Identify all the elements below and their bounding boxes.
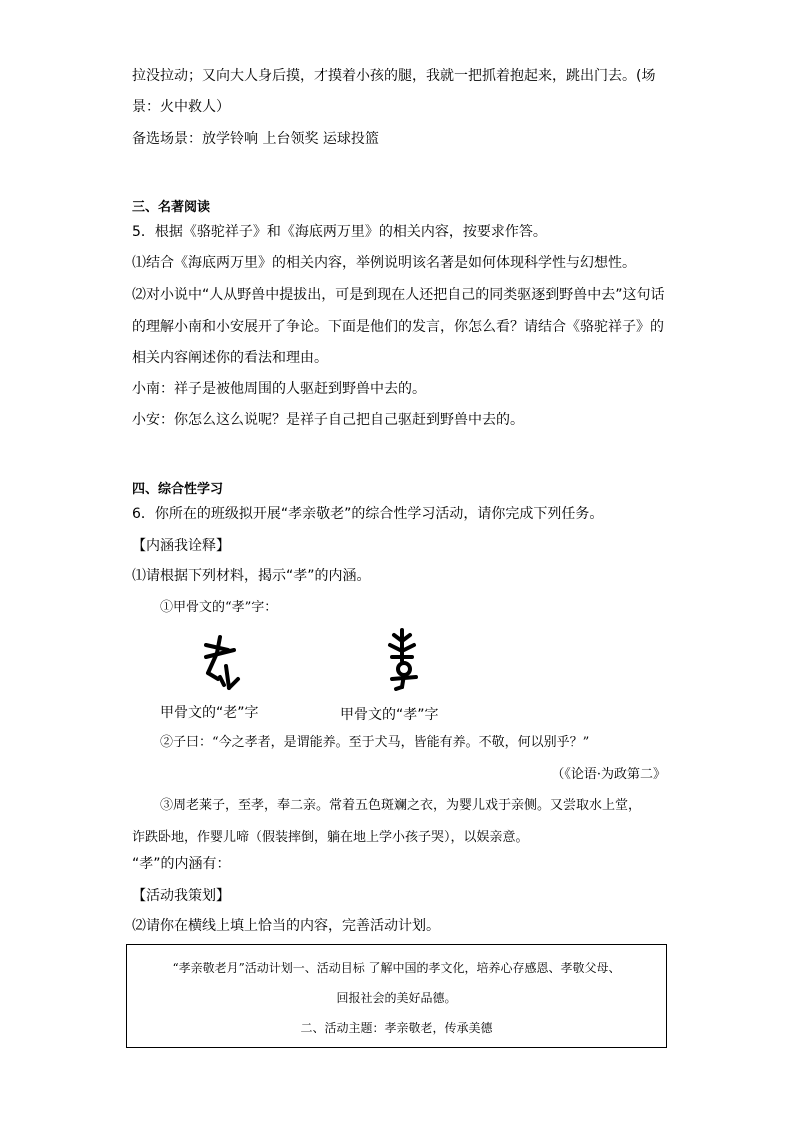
question-6-part-2: ⑵请你在横线上填上恰当的内容，完善活动计划。 bbox=[132, 918, 440, 934]
scene-text-line-1: 拉没拉动；又向大人身后摸，才摸着小孩的腿，我就一把抓着抱起来，跳出门去。(场 bbox=[132, 68, 656, 84]
scene-text-line-2: 景：火中救人） bbox=[132, 99, 230, 115]
caption-xiao: 甲骨文的“孝”字 bbox=[340, 707, 439, 723]
question-6-stem: 6．你所在的班级拟开展“孝亲敬老”的综合性学习活动，请你完成下列任务。 bbox=[132, 506, 604, 522]
material-3-line-1: ③周老莱子，至孝，奉二亲。常着五色斑斓之衣，为婴儿戏于亲侧。又尝取水上堂， bbox=[160, 798, 642, 813]
activity-plan-box bbox=[126, 944, 667, 1048]
material-2-source: （《论语·为政第二》 bbox=[551, 767, 666, 782]
question-5-part-2-line-3: 相关内容阐述你的看法和理由。 bbox=[132, 350, 328, 366]
question-5-part-1: ⑴结合《海底两万里》的相关内容，举例说明该名著是如何体现科学性与幻想性。 bbox=[132, 255, 636, 271]
alternative-scenes: 备选场景：放学铃响 上台领奖 运球投篮 bbox=[132, 131, 379, 147]
xiaoan-statement: 小安：你怎么这么说呢？是祥子自己把自己驱赶到野兽中去的。 bbox=[132, 412, 524, 428]
material-3-line-2: 诈跌卧地，作婴儿啼（假装摔倒，躺在地上学小孩子哭），以娱亲意。 bbox=[132, 830, 529, 845]
xiaonan-statement: 小南：祥子是被他周围的人驱赶到野兽中去的。 bbox=[132, 381, 426, 397]
plan-line-3: 二、活动主题：孝亲敬老，传承美德 bbox=[300, 1021, 493, 1035]
oracle-lao-icon bbox=[198, 633, 242, 695]
question-5-part-2-line-1: ⑵对小说中“人从野兽中提拔出，可是到现在人还把自己的同类驱逐到野兽中去”这句话 bbox=[132, 287, 665, 303]
plan-line-1: “孝亲敬老月”活动计划一、活动目标 了解中国的孝文化，培养心存感恩、孝敬父母、 bbox=[172, 961, 621, 975]
question-5-part-2-line-2: 的理解小南和小安展开了争论。下面是他们的发言，你怎么看？请结合《骆驼祥子》的 bbox=[132, 319, 664, 335]
caption-lao: 甲骨文的“老”字 bbox=[160, 705, 259, 721]
xiao-meaning-prompt: “孝”的内涵有： bbox=[132, 856, 231, 872]
task-1-tag: 【内涵我诠释】 bbox=[132, 538, 230, 554]
material-2-quote: ②子曰：“今之孝者，是谓能养。至于犬马，皆能有养。不敬，何以别乎？” bbox=[160, 735, 590, 750]
section-4-heading: 四、综合性学习 bbox=[132, 482, 224, 497]
question-5-stem: 5．根据《骆驼祥子》和《海底两万里》的相关内容，按要求作答。 bbox=[132, 224, 547, 240]
question-6-part-1: ⑴请根据下列材料，揭示“孝”的内涵。 bbox=[132, 568, 371, 584]
material-1-label: ①甲骨文的“孝”字： bbox=[160, 600, 278, 615]
section-3-heading: 三、名著阅读 bbox=[132, 200, 211, 215]
plan-line-2: 回报社会的美好品德。 bbox=[336, 991, 457, 1005]
oracle-xiao-icon bbox=[382, 627, 422, 695]
task-2-tag: 【活动我策划】 bbox=[132, 888, 230, 904]
